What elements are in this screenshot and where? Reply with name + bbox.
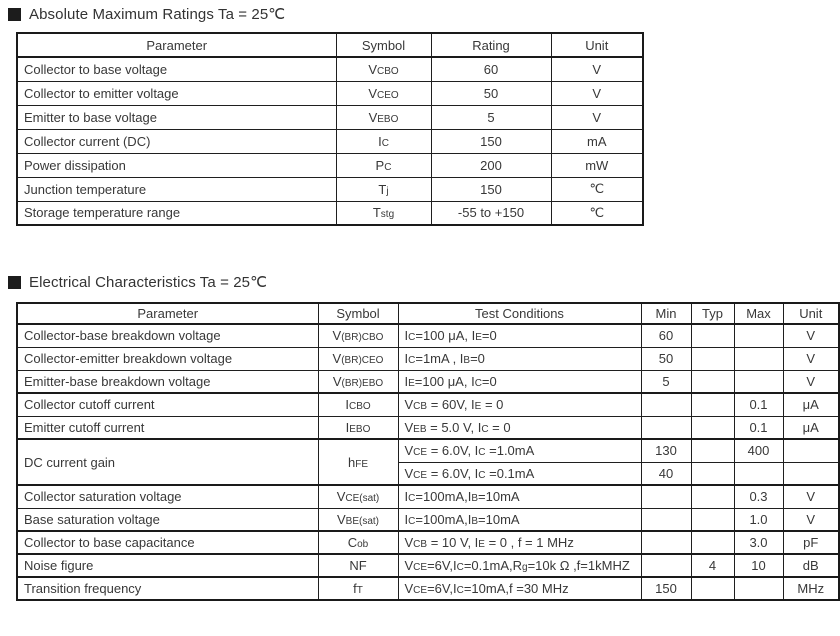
- unit-cell: V: [783, 324, 839, 347]
- unit-cell: ℃: [551, 201, 643, 225]
- table-row: [17, 416, 839, 439]
- table-row: [17, 324, 839, 347]
- rating-cell: 5: [431, 105, 551, 129]
- symbol-cell: V(BR)CBO: [318, 324, 398, 347]
- electrical-title-text: Electrical Characteristics Ta = 25℃: [29, 274, 268, 291]
- unit-cell: [783, 462, 839, 485]
- abs-max-title-text: Absolute Maximum Ratings Ta = 25℃: [29, 6, 286, 23]
- rating-cell: 200: [431, 153, 551, 177]
- abs-max-table: [16, 32, 644, 226]
- unit-cell: V: [551, 105, 643, 129]
- parameter-cell: Base saturation voltage: [17, 508, 318, 531]
- electrical-col-max: Max: [734, 303, 783, 324]
- conditions-cell: VCE = 6.0V, IC =1.0mA: [398, 439, 641, 462]
- parameter-cell: Collector-base breakdown voltage: [17, 324, 318, 347]
- max-cell: [734, 577, 783, 600]
- abs-max-col-parameter: Parameter: [17, 33, 336, 57]
- min-cell: 60: [641, 324, 691, 347]
- typ-cell: [691, 485, 734, 508]
- electrical-section-title: [8, 273, 267, 291]
- symbol-cell: Cob: [318, 531, 398, 554]
- typ-cell: [691, 531, 734, 554]
- electrical-col-min: Min: [641, 303, 691, 324]
- conditions-cell: IC=100 μA, IE=0: [398, 324, 641, 347]
- parameter-cell: Noise figure: [17, 554, 318, 577]
- electrical-col-typ: Typ: [691, 303, 734, 324]
- table-row: [17, 105, 643, 129]
- symbol-cell: ICBO: [318, 393, 398, 416]
- parameter-cell: Storage temperature range: [17, 201, 336, 225]
- table-row: [17, 177, 643, 201]
- unit-cell: V: [551, 57, 643, 81]
- section-bullet-icon: [8, 276, 21, 289]
- min-cell: 5: [641, 370, 691, 393]
- symbol-cell: VEBO: [336, 105, 431, 129]
- unit-cell: [783, 439, 839, 462]
- unit-cell: V: [783, 347, 839, 370]
- conditions-cell: IC=100mA,IB=10mA: [398, 508, 641, 531]
- conditions-cell: IC=1mA , IB=0: [398, 347, 641, 370]
- table-row: [17, 370, 839, 393]
- rating-cell: 50: [431, 81, 551, 105]
- max-cell: 0.1: [734, 416, 783, 439]
- symbol-cell: Tj: [336, 177, 431, 201]
- max-cell: [734, 347, 783, 370]
- symbol-cell: VBE(sat): [318, 508, 398, 531]
- parameter-cell: Collector to base voltage: [17, 57, 336, 81]
- electrical-table: [16, 302, 840, 601]
- typ-cell: [691, 439, 734, 462]
- min-cell: 130: [641, 439, 691, 462]
- conditions-cell: VCE = 6.0V, IC =0.1mA: [398, 462, 641, 485]
- table-row: [17, 57, 643, 81]
- conditions-cell: IE=100 μA, IC=0: [398, 370, 641, 393]
- typ-cell: [691, 577, 734, 600]
- typ-cell: [691, 370, 734, 393]
- symbol-cell: IC: [336, 129, 431, 153]
- parameter-cell: Emitter to base voltage: [17, 105, 336, 129]
- unit-cell: ℃: [551, 177, 643, 201]
- electrical-col-unit: Unit: [783, 303, 839, 324]
- parameter-cell: Collector to emitter voltage: [17, 81, 336, 105]
- unit-cell: MHz: [783, 577, 839, 600]
- electrical-header-row: [17, 303, 839, 324]
- table-row: [17, 129, 643, 153]
- conditions-cell: VCB = 10 V, IE = 0 , f = 1 MHz: [398, 531, 641, 554]
- min-cell: [641, 554, 691, 577]
- section-bullet-icon: [8, 8, 21, 21]
- table-row: [17, 439, 839, 462]
- typ-cell: [691, 416, 734, 439]
- electrical-col-symbol: Symbol: [318, 303, 398, 324]
- unit-cell: mW: [551, 153, 643, 177]
- min-cell: [641, 531, 691, 554]
- abs-max-col-rating: Rating: [431, 33, 551, 57]
- parameter-cell: DC current gain: [17, 439, 318, 485]
- parameter-cell: Junction temperature: [17, 177, 336, 201]
- max-cell: 400: [734, 439, 783, 462]
- unit-cell: dB: [783, 554, 839, 577]
- parameter-cell: Collector to base capacitance: [17, 531, 318, 554]
- typ-cell: [691, 462, 734, 485]
- unit-cell: mA: [551, 129, 643, 153]
- parameter-cell: Collector cutoff current: [17, 393, 318, 416]
- conditions-cell: IC=100mA,IB=10mA: [398, 485, 641, 508]
- conditions-cell: VCE=6V,IC=10mA,f =30 MHz: [398, 577, 641, 600]
- electrical-col-conditions: Test Conditions: [398, 303, 641, 324]
- unit-cell: μA: [783, 416, 839, 439]
- conditions-cell: VCE=6V,IC=0.1mA,Rg=10k Ω ,f=1kMHZ: [398, 554, 641, 577]
- table-row: [17, 201, 643, 225]
- min-cell: [641, 416, 691, 439]
- table-row: [17, 81, 643, 105]
- max-cell: 0.3: [734, 485, 783, 508]
- parameter-cell: Transition frequency: [17, 577, 318, 600]
- max-cell: [734, 370, 783, 393]
- max-cell: 1.0: [734, 508, 783, 531]
- rating-cell: 150: [431, 177, 551, 201]
- min-cell: [641, 508, 691, 531]
- table-row: [17, 577, 839, 600]
- abs-max-header-row: [17, 33, 643, 57]
- unit-cell: V: [783, 370, 839, 393]
- min-cell: [641, 485, 691, 508]
- typ-cell: [691, 393, 734, 416]
- abs-max-col-unit: Unit: [551, 33, 643, 57]
- parameter-cell: Emitter-base breakdown voltage: [17, 370, 318, 393]
- table-row: [17, 485, 839, 508]
- max-cell: [734, 324, 783, 347]
- electrical-col-parameter: Parameter: [17, 303, 318, 324]
- symbol-cell: hFE: [318, 439, 398, 485]
- min-cell: [641, 393, 691, 416]
- rating-cell: 60: [431, 57, 551, 81]
- parameter-cell: Collector saturation voltage: [17, 485, 318, 508]
- min-cell: 40: [641, 462, 691, 485]
- table-row: [17, 531, 839, 554]
- rating-cell: 150: [431, 129, 551, 153]
- typ-cell: [691, 508, 734, 531]
- unit-cell: V: [551, 81, 643, 105]
- conditions-cell: VCB = 60V, IE = 0: [398, 393, 641, 416]
- table-row: [17, 393, 839, 416]
- abs-max-section-title: [8, 5, 285, 23]
- symbol-cell: VCEO: [336, 81, 431, 105]
- unit-cell: V: [783, 485, 839, 508]
- symbol-cell: NF: [318, 554, 398, 577]
- symbol-cell: VCBO: [336, 57, 431, 81]
- min-cell: 50: [641, 347, 691, 370]
- symbol-cell: V(BR)CEO: [318, 347, 398, 370]
- conditions-cell: VEB = 5.0 V, IC = 0: [398, 416, 641, 439]
- symbol-cell: V(BR)EBO: [318, 370, 398, 393]
- typ-cell: [691, 324, 734, 347]
- typ-cell: 4: [691, 554, 734, 577]
- symbol-cell: Tstg: [336, 201, 431, 225]
- unit-cell: pF: [783, 531, 839, 554]
- symbol-cell: IEBO: [318, 416, 398, 439]
- symbol-cell: PC: [336, 153, 431, 177]
- parameter-cell: Emitter cutoff current: [17, 416, 318, 439]
- parameter-cell: Power dissipation: [17, 153, 336, 177]
- abs-max-col-symbol: Symbol: [336, 33, 431, 57]
- table-row: [17, 554, 839, 577]
- symbol-cell: VCE(sat): [318, 485, 398, 508]
- table-row: [17, 508, 839, 531]
- unit-cell: μA: [783, 393, 839, 416]
- max-cell: 10: [734, 554, 783, 577]
- typ-cell: [691, 347, 734, 370]
- rating-cell: -55 to +150: [431, 201, 551, 225]
- max-cell: [734, 462, 783, 485]
- parameter-cell: Collector current (DC): [17, 129, 336, 153]
- table-row: [17, 347, 839, 370]
- max-cell: 3.0: [734, 531, 783, 554]
- symbol-cell: fT: [318, 577, 398, 600]
- unit-cell: V: [783, 508, 839, 531]
- max-cell: 0.1: [734, 393, 783, 416]
- parameter-cell: Collector-emitter breakdown voltage: [17, 347, 318, 370]
- min-cell: 150: [641, 577, 691, 600]
- table-row: [17, 153, 643, 177]
